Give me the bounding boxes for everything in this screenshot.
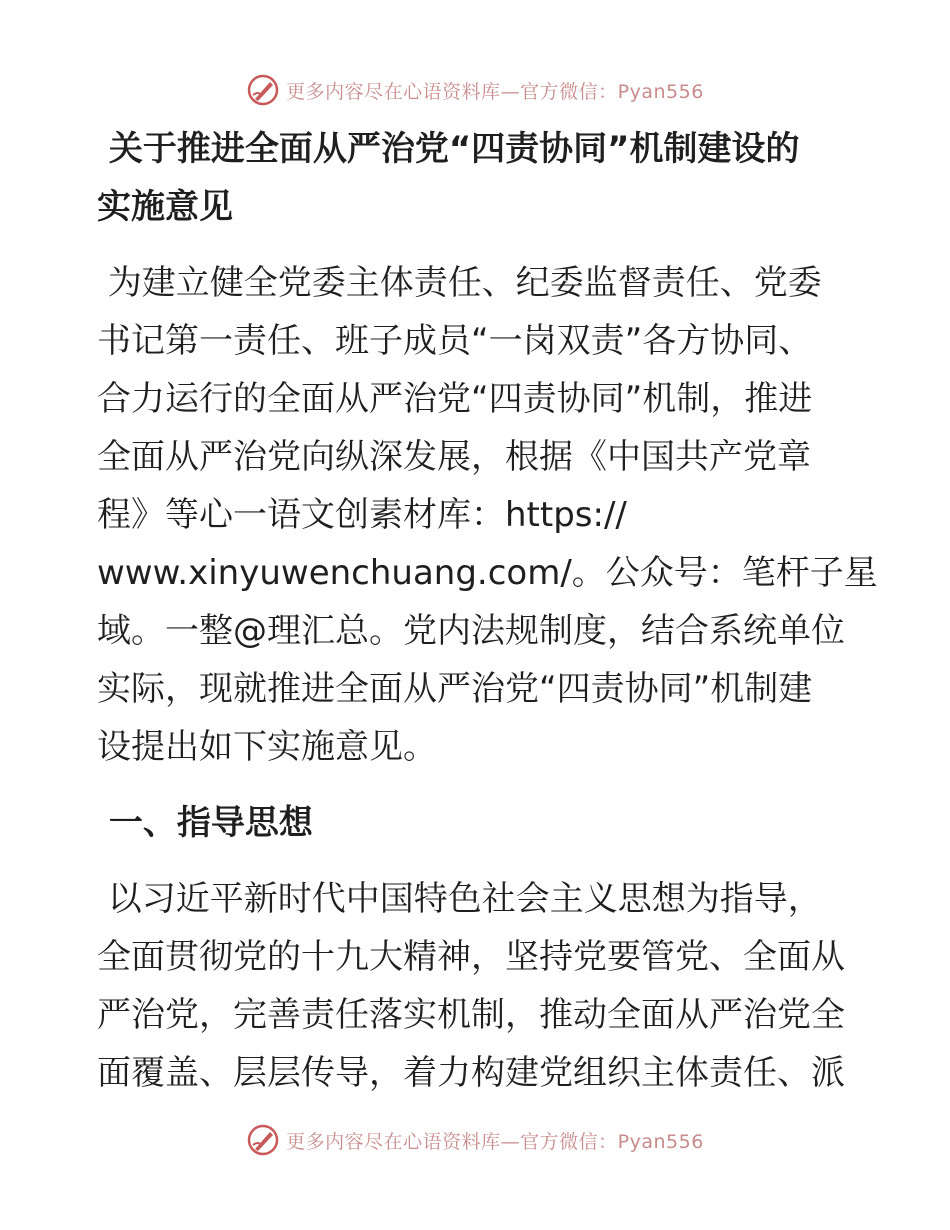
watermark-handle: Pyan556 (617, 80, 704, 103)
paragraph-line: 全面贯彻党的十九大精神，坚持党要管党、全面从 (97, 937, 845, 977)
paragraph-line: 程》等心一语文创素材库：https:// (97, 495, 627, 535)
paragraph-line: 书记第一责任、班子成员“一岗双责”各方协同、 (97, 321, 813, 361)
paragraph-line: 合力运行的全面从严治党“四责协同”机制，推进 (97, 379, 813, 419)
intro-paragraph (97, 254, 878, 776)
footer-watermark (0, 1120, 950, 1160)
paragraph-line: 设提出如下实施意见。 (97, 727, 437, 767)
paragraph-line: 全面从严治党向纵深发展，根据《中国共产党章 (97, 437, 811, 477)
heading-text: 一、指导思想 (97, 803, 313, 843)
paragraph-line: 实际，现就推进全面从严治党“四责协同”机制建 (97, 669, 813, 709)
title-line: 实施意见 (97, 187, 233, 227)
watermark-text: 更多内容尽在心语资料库—官方微信：Pyan556 (286, 80, 704, 103)
paragraph-line: 域。一整@理汇总。党内法规制度，结合系统单位 (97, 611, 845, 651)
header-watermark (0, 70, 950, 110)
section-paragraph (97, 870, 857, 1102)
paragraph-line: 严治党，完善责任落实机制，推动全面从严治党全 (97, 995, 845, 1035)
quill-logo-icon (246, 73, 280, 107)
watermark-text: 更多内容尽在心语资料库—官方微信：Pyan556 (286, 1130, 704, 1153)
document-title (97, 120, 857, 236)
paragraph-line: 以习近平新时代中国特色社会主义思想为指导， (97, 879, 822, 919)
quill-logo-icon (246, 1123, 280, 1157)
paragraph-line: 为建立健全党委主体责任、纪委监督责任、党委 (97, 263, 822, 303)
title-line: 关于推进全面从严治党“四责协同”机制建设的 (97, 129, 800, 169)
paragraph-line: 面覆盖、层层传导，着力构建党组织主体责任、派 (97, 1053, 845, 1093)
section-heading (97, 794, 857, 852)
watermark-handle: Pyan556 (617, 1130, 704, 1153)
document-body (97, 120, 878, 1120)
paragraph-line: www.xinyuwenchuang.com/。公众号：笔杆子星 (97, 553, 878, 593)
